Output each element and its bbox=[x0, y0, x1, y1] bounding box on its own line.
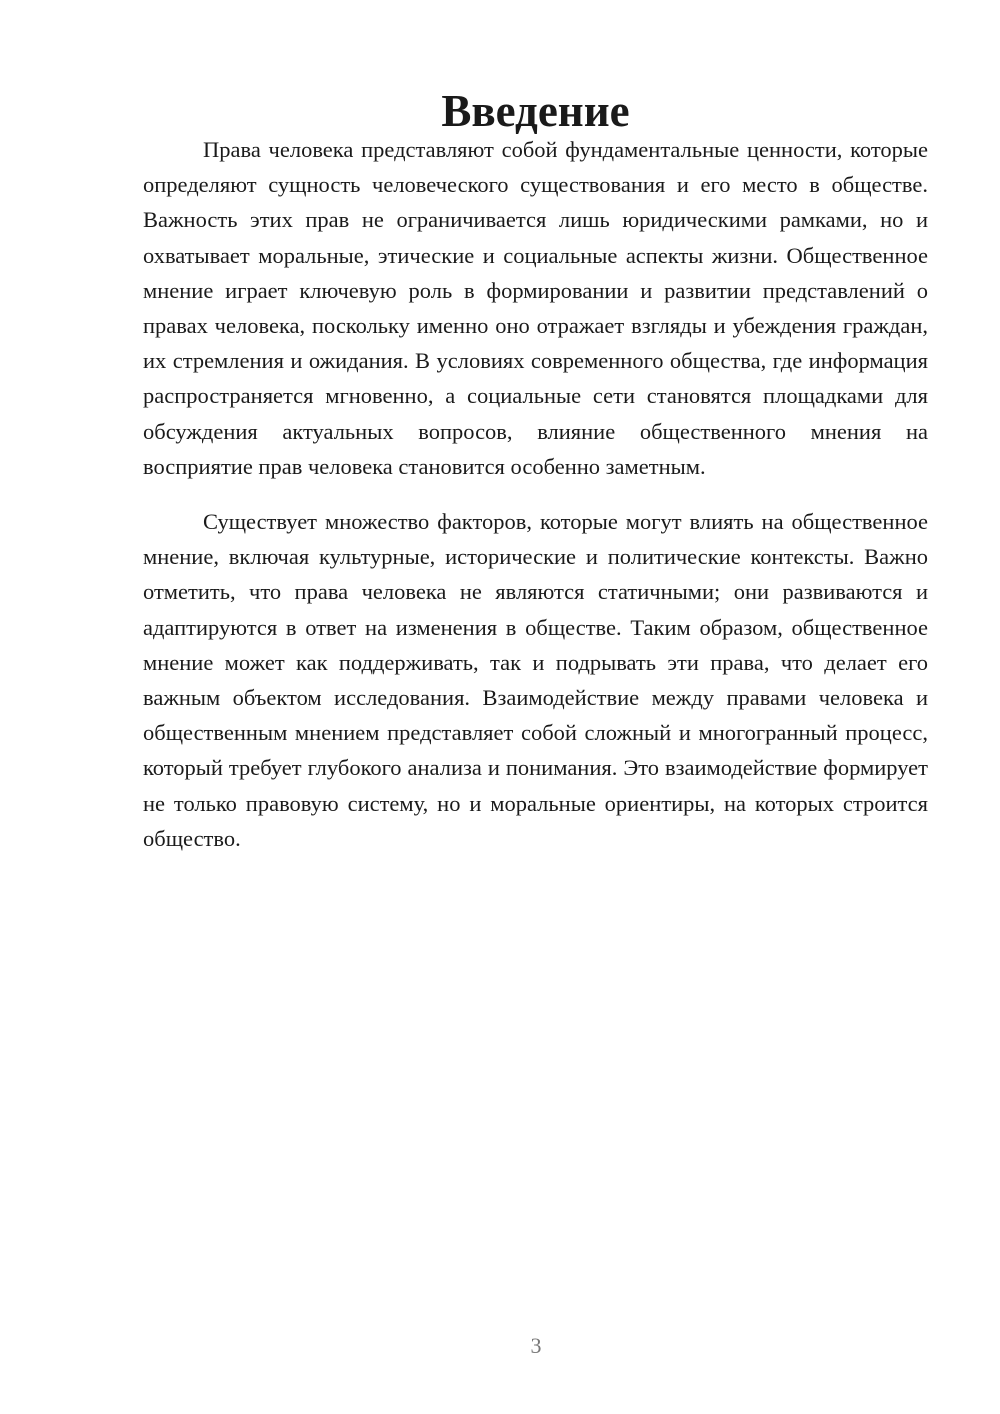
page-number: 3 bbox=[530, 1333, 542, 1358]
page-content bbox=[143, 86, 928, 856]
section-heading: Введение bbox=[441, 86, 630, 136]
paragraph-1: Права человека представляют собой фундаментальные ценности, которые определяют сущность человеческого существования и его место в обществе. Важность этих прав не ограничивается лишь юридическими рамками, но и охватывает моральные, этические и социальные аспекты жизни. Общественное мнение играет ключевую роль в формировании и развитии представлений о правах человека, поскольку именно оно отражает взгляды и убеждения граждан, их стремления и ожидания. В условиях современного общества, где информация распространяется мгновенно, а социальные сети становятся площадками для обсуждения актуальных вопросов, влияние общественного мнения на восприятие прав человека становится особенно заметным. bbox=[143, 137, 928, 479]
paragraph-2: Существует множество факторов, которые могут влиять на общественное мнение, включая культурные, исторические и политические контексты. Важно отметить, что права человека не являются статичными; они развиваются и адаптируются в ответ на изменения в обществе. Таким образом, общественное мнение может как поддерживать, так и подрывать эти права, что делает его важным объектом исследования. Взаимодействие между правами человека и общественным мнением представляет собой сложный и многогранный процесс, который требует глубокого анализа и понимания. Это взаимодействие формирует не только правовую систему, но и моральные ориентиры, на которых строится общество. bbox=[143, 509, 928, 851]
